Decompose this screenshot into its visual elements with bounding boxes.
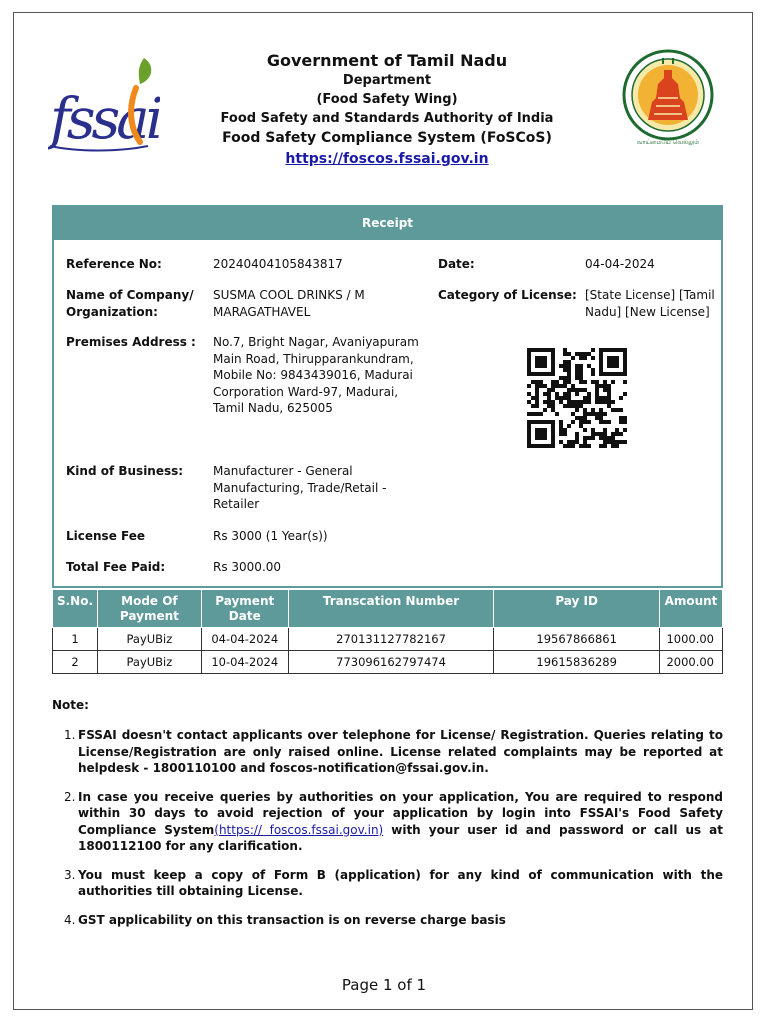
cell-sno: 2 [53,651,98,674]
cell-amount: 1000.00 [659,628,722,651]
payment-table [52,589,723,674]
government-title: Government of Tamil Nadu [266,51,508,70]
cell-date: 04-04-2024 [201,628,288,651]
category-value: [State License] [Tamil Nadu] [New License] [585,288,715,319]
table-row [53,628,723,651]
total-fee-value: Rs 3000.00 [213,560,282,574]
authority-title: Food Safety and Standards Authority of India [220,111,554,126]
cell-transaction: 270131127782167 [288,628,494,651]
header-block [180,50,594,170]
header-payid: Pay ID [494,590,660,628]
company-value: SUSMA COOL DRINKS / M MARAGATHAVEL [213,288,365,319]
date-value: 04-04-2024 [585,257,655,271]
header-sno: S.No. [53,590,98,628]
cell-sno: 1 [53,628,98,651]
company-label: Name of Company/ Organization: [66,288,194,319]
receipt-panel [52,205,723,588]
wing-title: (Food Safety Wing) [316,92,458,107]
note-item [52,727,723,777]
header-transaction: Transcation Number [288,590,494,628]
qr-code [524,348,630,448]
note-text: You must keep a copy of Form B (application) for any kind of communication with the authorities till obtaining License. [78,867,723,898]
total-fee-label: Total Fee Paid: [66,560,166,574]
receipt-title: Receipt [54,207,721,240]
note-text-cont: with your user id and password or call us at 1800112100 for any clarification. [78,822,723,853]
note-title: Note: [52,698,89,712]
license-fee-value: Rs 3000 (1 Year(s)) [213,529,328,543]
cell-transaction: 773096162797474 [288,651,494,674]
notes-list [52,727,723,940]
note-item [52,912,723,929]
address-label: Premises Address : [66,335,196,349]
cell-date: 10-04-2024 [201,651,288,674]
fssai-logo-text: fssai [50,87,160,152]
reference-value: 20240404105843817 [213,257,343,271]
department-title: Department [342,73,432,88]
payment-header-row [53,590,723,628]
header-amount: Amount [659,590,722,628]
cell-payid: 19615836289 [494,651,660,674]
cell-amount: 2000.00 [659,651,722,674]
business-label: Kind of Business: [66,464,184,478]
note-number: 1. [64,728,76,742]
cell-payid: 19567866861 [494,628,660,651]
date-label: Date: [438,257,475,271]
header-mode: Mode Of Payment [97,590,201,628]
note-number: 2. [64,789,76,804]
note-item [52,867,723,900]
page-number: Page 1 of 1 [341,976,427,994]
license-fee-label: License Fee [66,529,146,543]
note-text: GST applicability on this transaction is on reverse charge basis [78,912,506,927]
business-value: Manufacturer - General Manufacturing, Trade/Retail - Retailer [213,464,387,511]
note-text: FSSAI doesn't contact applicants over telephone for License/ Registration. Queries relating to License/Registration are only raised online. License related complaints may be reported at helpdesk - 1800110100 and foscos-notification@fssai.gov.in. [78,728,723,775]
fssai-logo [48,48,160,154]
foscos-note-link[interactable]: (https:// foscos.fssai.gov.in) [214,822,384,837]
emblem-motto: வாய்மையே வெல்லும் [636,139,700,146]
note-number: 3. [64,867,76,882]
note-number: 4. [64,912,76,927]
system-title: Food Safety Compliance System (FoSCoS) [222,130,552,146]
foscos-link[interactable]: https://foscos.fssai.gov.in [285,151,489,167]
address-value: No.7, Bright Nagar, Avaniyapuram Main Road, Thirupparankundram, Mobile No: 9843439016, Madurai Corporation Ward-97, Madurai, Tamil Nadu, 625005 [213,335,419,415]
header-date: Payment Date [201,590,288,628]
note-item [52,789,723,855]
tamil-nadu-emblem [618,48,718,146]
reference-label: Reference No: [66,257,162,271]
cell-mode: PayUBiz [97,628,201,651]
table-row [53,651,723,674]
note-text: In case you receive queries by authorities on your application, You are required to respond within 30 days to avoid rejection of your application by login into FSSAI's Food Safety Compliance System [78,789,723,837]
category-label: Category of License: [438,288,577,302]
cell-mode: PayUBiz [97,651,201,674]
